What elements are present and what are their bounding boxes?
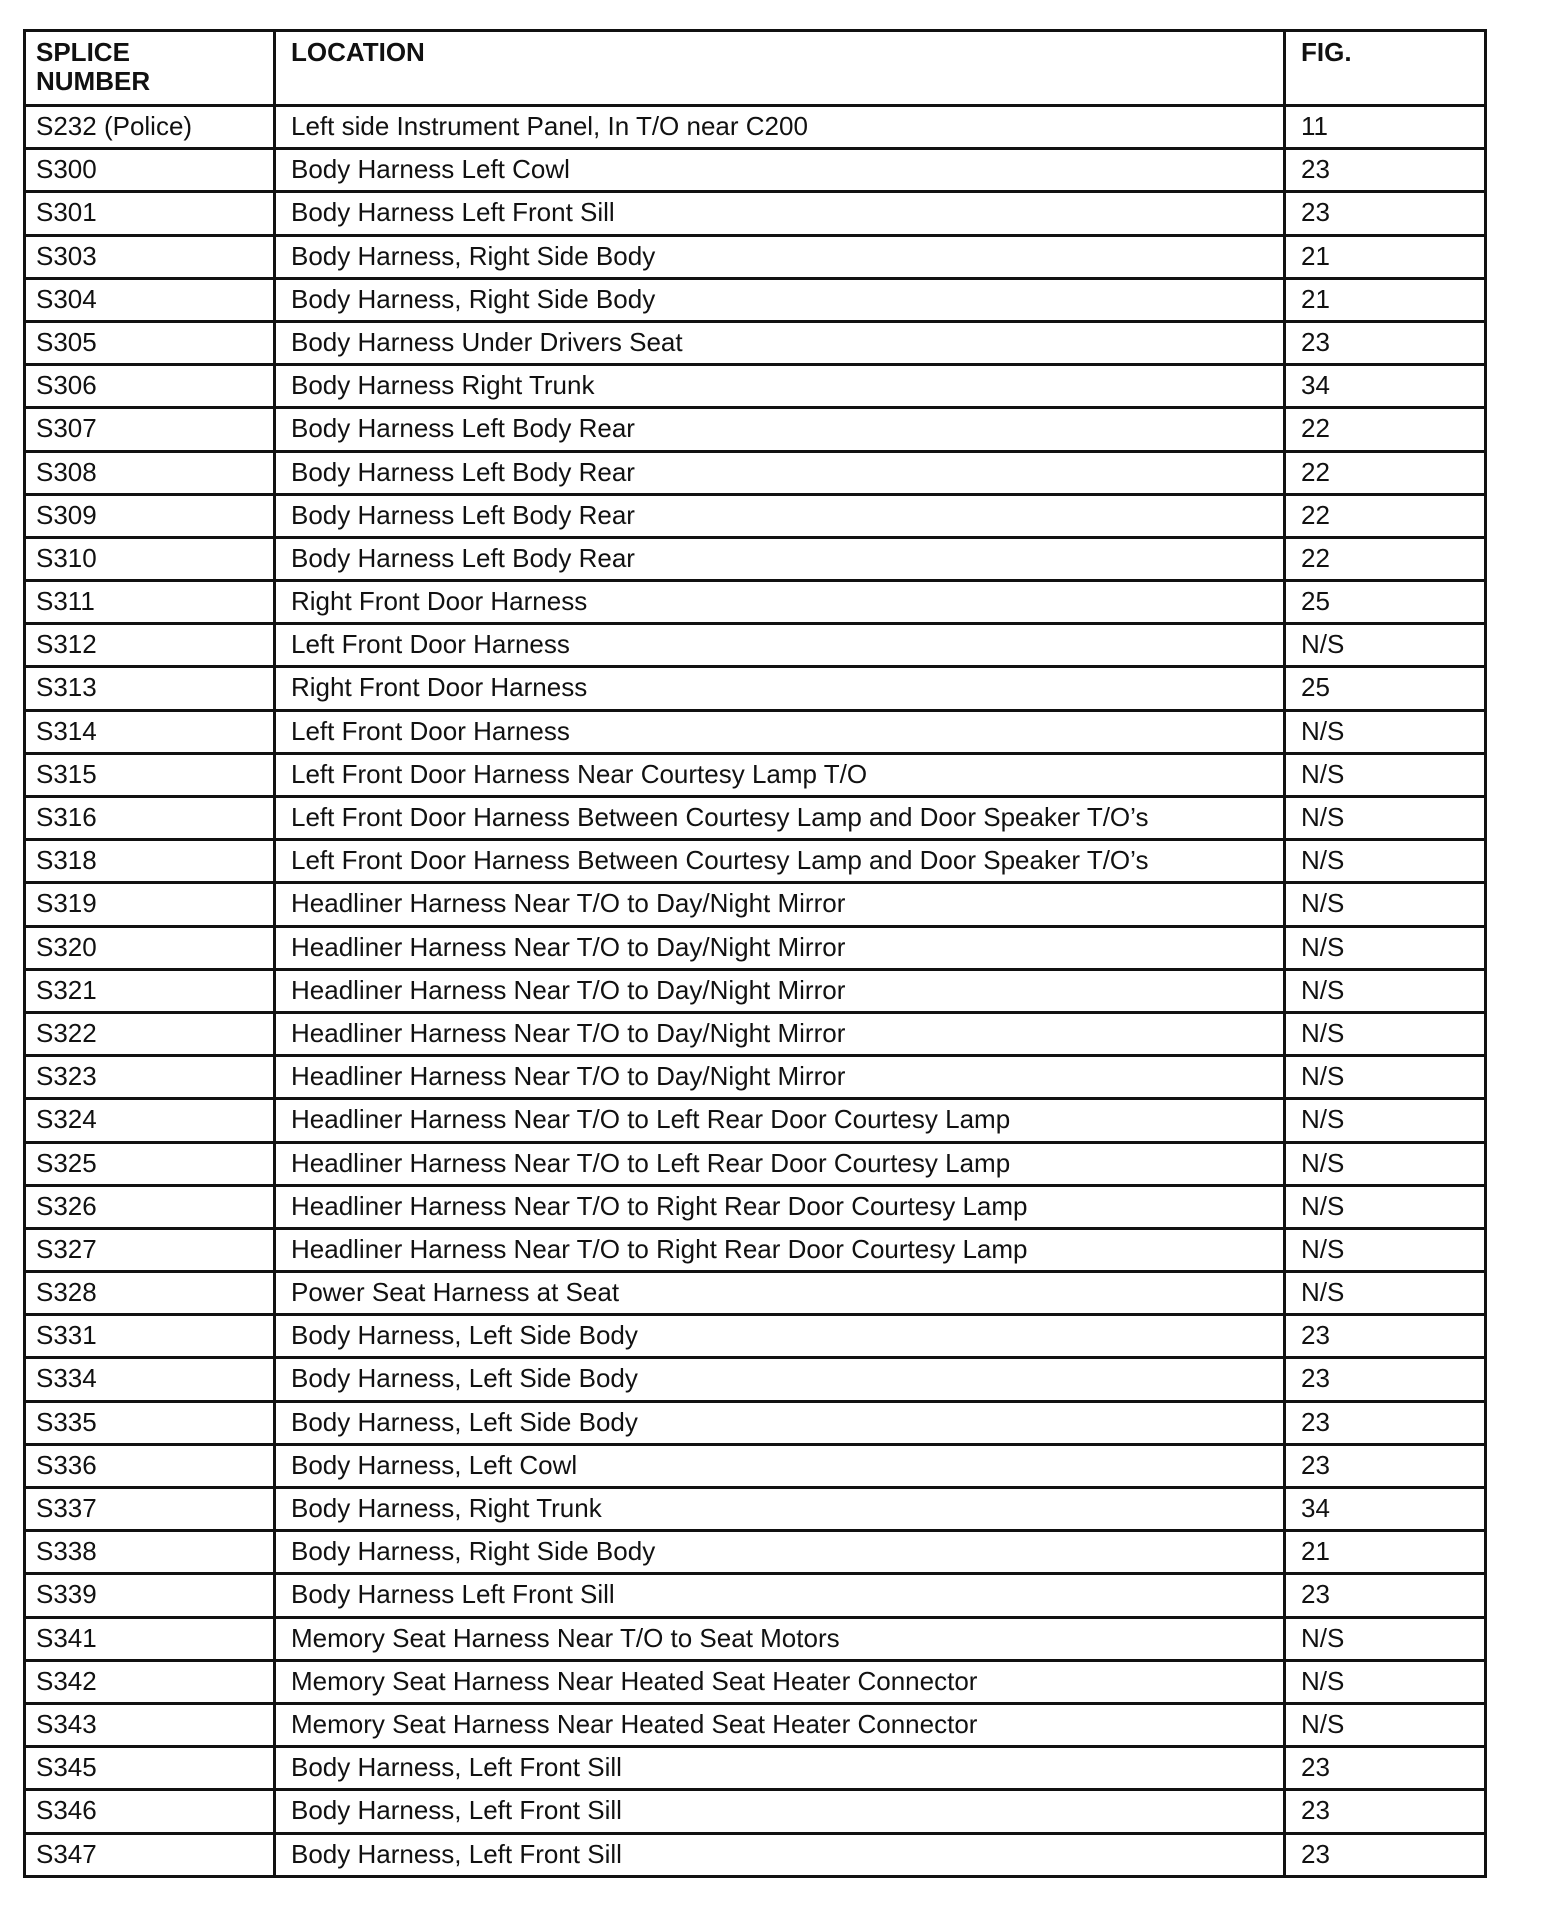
fig-cell: N/S	[1285, 624, 1486, 667]
location-cell: Body Harness, Left Front Sill	[275, 1747, 1285, 1790]
splice-number-cell: S327	[25, 1228, 275, 1271]
location-cell: Body Harness, Left Side Body	[275, 1358, 1285, 1401]
splice-number-cell: S331	[25, 1315, 275, 1358]
table-row	[25, 1790, 1486, 1833]
fig-cell: 22	[1285, 408, 1486, 451]
fig-cell: N/S	[1285, 710, 1486, 753]
table-row	[25, 1228, 1486, 1271]
splice-number-cell: S310	[25, 537, 275, 580]
location-cell: Body Harness Left Front Sill	[275, 192, 1285, 235]
fig-cell: 11	[1285, 106, 1486, 149]
fig-cell: N/S	[1285, 883, 1486, 926]
fig-cell: N/S	[1285, 1617, 1486, 1660]
location-cell: Left side Instrument Panel, In T/O near C200	[275, 106, 1285, 149]
location-cell: Body Harness, Left Cowl	[275, 1444, 1285, 1487]
location-cell: Power Seat Harness at Seat	[275, 1272, 1285, 1315]
fig-cell: 23	[1285, 1833, 1486, 1876]
location-cell: Body Harness, Right Side Body	[275, 235, 1285, 278]
table-row	[25, 1531, 1486, 1574]
location-cell: Body Harness Left Cowl	[275, 149, 1285, 192]
splice-number-cell: S339	[25, 1574, 275, 1617]
fig-cell: 23	[1285, 149, 1486, 192]
header-splice-line1: SPLICE	[36, 37, 130, 67]
splice-number-cell: S338	[25, 1531, 275, 1574]
fig-cell: 22	[1285, 494, 1486, 537]
table-row	[25, 149, 1486, 192]
location-cell: Right Front Door Harness	[275, 581, 1285, 624]
fig-cell: 21	[1285, 235, 1486, 278]
table-row	[25, 1574, 1486, 1617]
table-row	[25, 537, 1486, 580]
table-row	[25, 1747, 1486, 1790]
table-row	[25, 581, 1486, 624]
location-cell: Headliner Harness Near T/O to Day/Night Mirror	[275, 883, 1285, 926]
fig-cell: 25	[1285, 667, 1486, 710]
fig-cell: 23	[1285, 1444, 1486, 1487]
table-row	[25, 969, 1486, 1012]
splice-number-cell: S309	[25, 494, 275, 537]
splice-number-cell: S312	[25, 624, 275, 667]
fig-cell: 22	[1285, 537, 1486, 580]
table-row	[25, 797, 1486, 840]
table-row	[25, 624, 1486, 667]
fig-cell: 23	[1285, 321, 1486, 364]
location-cell: Body Harness, Left Front Sill	[275, 1833, 1285, 1876]
table-row	[25, 1272, 1486, 1315]
header-splice-number	[25, 31, 275, 106]
splice-number-cell: S337	[25, 1488, 275, 1531]
location-cell: Headliner Harness Near T/O to Left Rear Door Courtesy Lamp	[275, 1142, 1285, 1185]
header-fig: FIG.	[1285, 31, 1486, 106]
location-cell: Right Front Door Harness	[275, 667, 1285, 710]
table-row	[25, 451, 1486, 494]
location-cell: Headliner Harness Near T/O to Day/Night Mirror	[275, 969, 1285, 1012]
splice-number-cell: S313	[25, 667, 275, 710]
location-cell: Memory Seat Harness Near Heated Seat Heater Connector	[275, 1703, 1285, 1746]
location-cell: Headliner Harness Near T/O to Right Rear Door Courtesy Lamp	[275, 1228, 1285, 1271]
location-cell: Headliner Harness Near T/O to Right Rear Door Courtesy Lamp	[275, 1185, 1285, 1228]
splice-number-cell: S318	[25, 840, 275, 883]
location-cell: Memory Seat Harness Near Heated Seat Heater Connector	[275, 1660, 1285, 1703]
location-cell: Body Harness Left Body Rear	[275, 494, 1285, 537]
splice-number-cell: S323	[25, 1056, 275, 1099]
splice-number-cell: S311	[25, 581, 275, 624]
fig-cell: N/S	[1285, 1703, 1486, 1746]
location-cell: Body Harness Left Front Sill	[275, 1574, 1285, 1617]
fig-cell: N/S	[1285, 969, 1486, 1012]
splice-number-cell: S325	[25, 1142, 275, 1185]
fig-cell: N/S	[1285, 1228, 1486, 1271]
table-row	[25, 235, 1486, 278]
splice-number-cell: S336	[25, 1444, 275, 1487]
table-row	[25, 192, 1486, 235]
location-cell: Body Harness, Left Side Body	[275, 1315, 1285, 1358]
table-row	[25, 1703, 1486, 1746]
table-row	[25, 1142, 1486, 1185]
fig-cell: 22	[1285, 451, 1486, 494]
splice-number-cell: S322	[25, 1012, 275, 1055]
splice-number-cell: S342	[25, 1660, 275, 1703]
location-cell: Body Harness Right Trunk	[275, 365, 1285, 408]
fig-cell: 25	[1285, 581, 1486, 624]
table-row	[25, 1833, 1486, 1876]
location-cell: Headliner Harness Near T/O to Day/Night Mirror	[275, 926, 1285, 969]
splice-number-cell: S320	[25, 926, 275, 969]
splice-number-cell: S347	[25, 1833, 275, 1876]
location-cell: Body Harness, Right Side Body	[275, 278, 1285, 321]
fig-cell: N/S	[1285, 1660, 1486, 1703]
table-row	[25, 667, 1486, 710]
table-row	[25, 1185, 1486, 1228]
fig-cell: 21	[1285, 1531, 1486, 1574]
splice-number-cell: S324	[25, 1099, 275, 1142]
splice-number-cell: S316	[25, 797, 275, 840]
table-row	[25, 1099, 1486, 1142]
fig-cell: 23	[1285, 1747, 1486, 1790]
splice-number-cell: S319	[25, 883, 275, 926]
location-cell: Left Front Door Harness	[275, 710, 1285, 753]
header-location: LOCATION	[275, 31, 1285, 106]
fig-cell: N/S	[1285, 1142, 1486, 1185]
splice-number-cell: S343	[25, 1703, 275, 1746]
fig-cell: 21	[1285, 278, 1486, 321]
location-cell: Left Front Door Harness	[275, 624, 1285, 667]
table-row	[25, 710, 1486, 753]
location-cell: Left Front Door Harness Between Courtesy Lamp and Door Speaker T/O’s	[275, 840, 1285, 883]
splice-number-cell: S345	[25, 1747, 275, 1790]
location-cell: Left Front Door Harness Between Courtesy Lamp and Door Speaker T/O’s	[275, 797, 1285, 840]
table-row	[25, 408, 1486, 451]
splice-number-cell: S341	[25, 1617, 275, 1660]
location-cell: Body Harness Left Body Rear	[275, 451, 1285, 494]
splice-number-cell: S303	[25, 235, 275, 278]
table-row	[25, 840, 1486, 883]
location-cell: Body Harness Left Body Rear	[275, 408, 1285, 451]
table-row	[25, 1401, 1486, 1444]
fig-cell: N/S	[1285, 1012, 1486, 1055]
location-cell: Left Front Door Harness Near Courtesy Lamp T/O	[275, 753, 1285, 796]
header-splice-line2: NUMBER	[36, 66, 151, 97]
splice-number-cell: S305	[25, 321, 275, 364]
splice-number-cell: S334	[25, 1358, 275, 1401]
table-row	[25, 1617, 1486, 1660]
splice-number-cell: S307	[25, 408, 275, 451]
splice-number-cell: S346	[25, 1790, 275, 1833]
table-row	[25, 1488, 1486, 1531]
fig-cell: 23	[1285, 1358, 1486, 1401]
location-cell: Memory Seat Harness Near T/O to Seat Motors	[275, 1617, 1285, 1660]
splice-number-cell: S304	[25, 278, 275, 321]
fig-cell: N/S	[1285, 1185, 1486, 1228]
splice-number-cell: S326	[25, 1185, 275, 1228]
splice-location-table	[23, 29, 1487, 1878]
fig-cell: 23	[1285, 1574, 1486, 1617]
splice-number-cell: S300	[25, 149, 275, 192]
splice-number-cell: S301	[25, 192, 275, 235]
table-row	[25, 1358, 1486, 1401]
location-cell: Body Harness Under Drivers Seat	[275, 321, 1285, 364]
table-row	[25, 883, 1486, 926]
fig-cell: N/S	[1285, 926, 1486, 969]
location-cell: Body Harness, Left Side Body	[275, 1401, 1285, 1444]
table-row	[25, 365, 1486, 408]
table-row	[25, 1660, 1486, 1703]
location-cell: Body Harness, Right Side Body	[275, 1531, 1285, 1574]
splice-number-cell: S232 (Police)	[25, 106, 275, 149]
location-cell: Body Harness, Left Front Sill	[275, 1790, 1285, 1833]
fig-cell: 23	[1285, 1315, 1486, 1358]
fig-cell: 23	[1285, 192, 1486, 235]
table-row	[25, 494, 1486, 537]
splice-number-cell: S315	[25, 753, 275, 796]
fig-cell: N/S	[1285, 1272, 1486, 1315]
table-row	[25, 753, 1486, 796]
splice-number-cell: S314	[25, 710, 275, 753]
fig-cell: N/S	[1285, 797, 1486, 840]
location-cell: Headliner Harness Near T/O to Day/Night Mirror	[275, 1056, 1285, 1099]
fig-cell: 34	[1285, 1488, 1486, 1531]
splice-number-cell: S328	[25, 1272, 275, 1315]
location-cell: Body Harness, Right Trunk	[275, 1488, 1285, 1531]
table-row	[25, 106, 1486, 149]
splice-number-cell: S306	[25, 365, 275, 408]
table-row	[25, 1444, 1486, 1487]
splice-number-cell: S335	[25, 1401, 275, 1444]
splice-table-container	[23, 29, 1484, 1878]
table-row	[25, 278, 1486, 321]
header-row	[25, 31, 1486, 106]
fig-cell: 34	[1285, 365, 1486, 408]
table-row	[25, 926, 1486, 969]
table-header	[25, 31, 1486, 106]
table-row	[25, 1315, 1486, 1358]
fig-cell: 23	[1285, 1401, 1486, 1444]
fig-cell: N/S	[1285, 1056, 1486, 1099]
location-cell: Headliner Harness Near T/O to Day/Night Mirror	[275, 1012, 1285, 1055]
splice-number-cell: S308	[25, 451, 275, 494]
splice-number-cell: S321	[25, 969, 275, 1012]
table-row	[25, 1012, 1486, 1055]
fig-cell: N/S	[1285, 753, 1486, 796]
location-cell: Body Harness Left Body Rear	[275, 537, 1285, 580]
fig-cell: N/S	[1285, 1099, 1486, 1142]
table-body	[25, 106, 1486, 1877]
fig-cell: 23	[1285, 1790, 1486, 1833]
fig-cell: N/S	[1285, 840, 1486, 883]
table-row	[25, 321, 1486, 364]
location-cell: Headliner Harness Near T/O to Left Rear Door Courtesy Lamp	[275, 1099, 1285, 1142]
table-row	[25, 1056, 1486, 1099]
